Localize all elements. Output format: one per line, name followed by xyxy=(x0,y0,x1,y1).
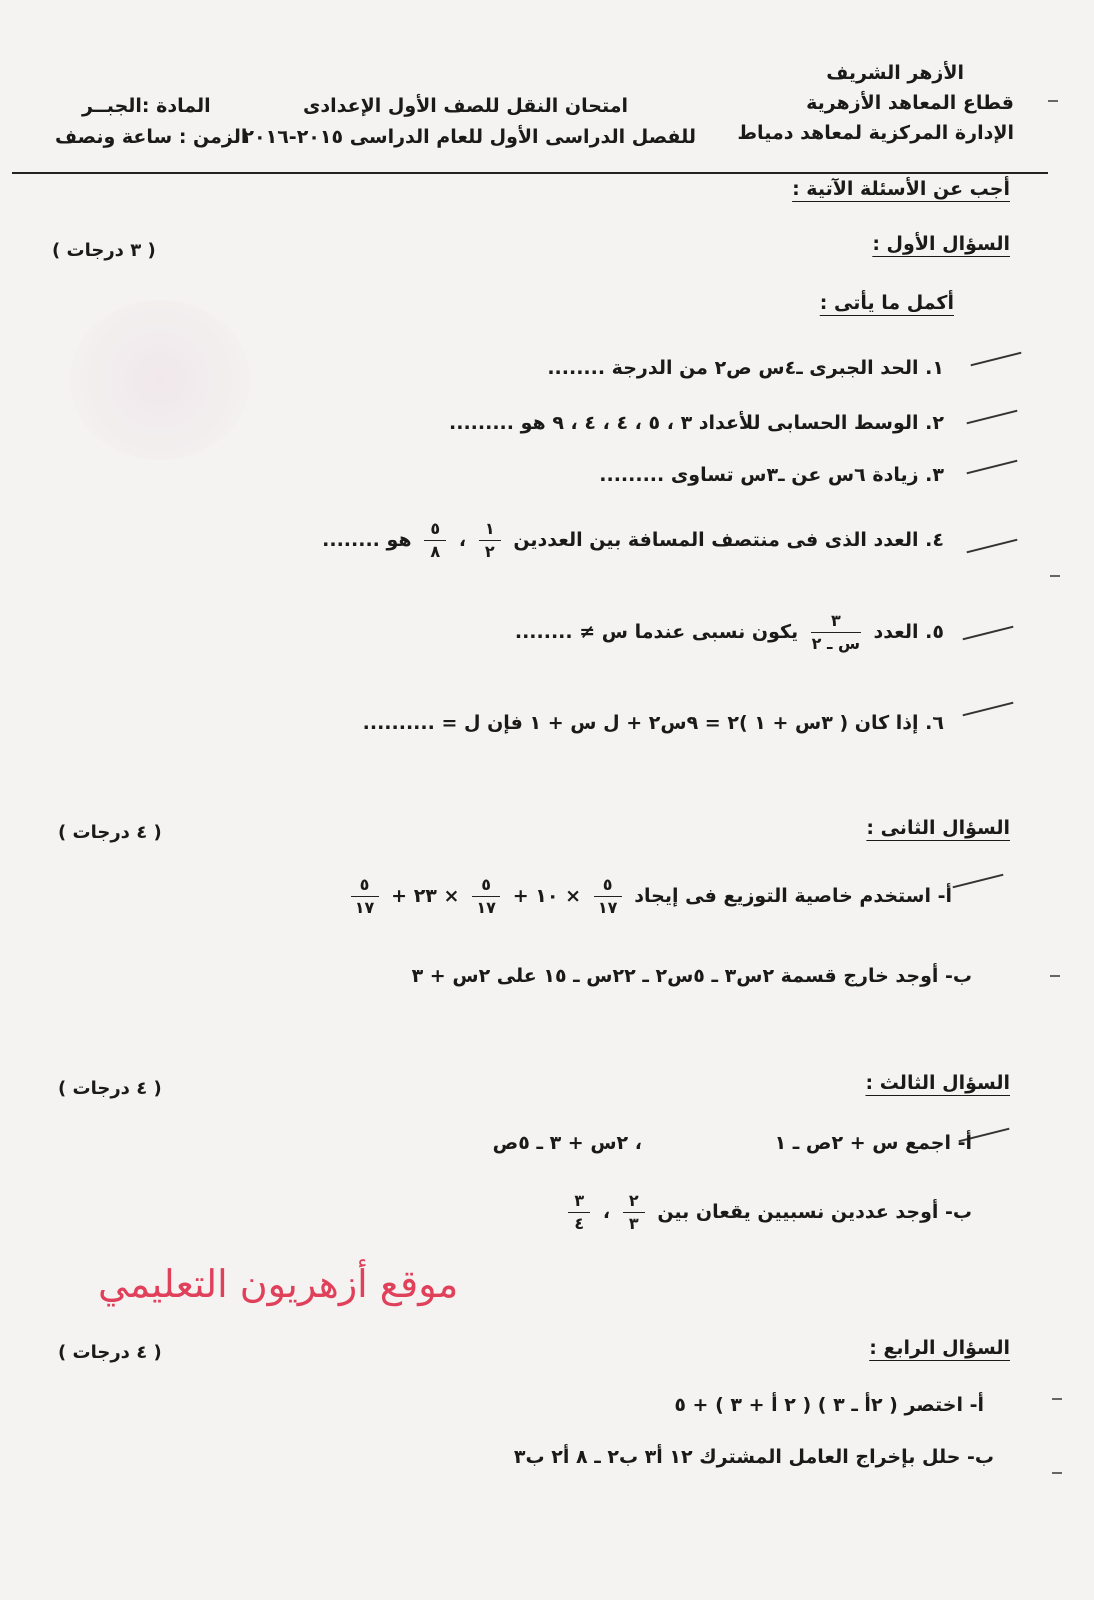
q2-part-a-text: أ- استخدم خاصية التوزيع فى إيجاد xyxy=(634,884,952,907)
question-2-title: السؤال الثانى : xyxy=(866,817,1010,839)
general-instruction: أجب عن الأسئلة الآتية : xyxy=(792,178,1010,200)
header-subject: المادة :الجبــر xyxy=(82,95,211,117)
question-1-marks: ( ٣ درجات ) xyxy=(52,240,156,261)
site-watermark: موقع أزهريون التعليمي xyxy=(98,1262,459,1306)
q2-part-a-expr-1: × ١٠ + xyxy=(512,884,581,907)
header-duration: الزمن : ساعة ونصف xyxy=(55,126,248,148)
q1-item-5-text: ٥. العدد xyxy=(873,620,944,643)
q1-item-2: ٢. الوسط الحسابى للأعداد ٣ ، ٥ ، ٤ ، ٤ ، ٩ هو ......... xyxy=(449,412,944,434)
header-right-line-3: الإدارة المركزية لمعاهد دمياط xyxy=(737,122,1014,144)
q1-item-3: ٣. زيادة ٦س عن ـ٣س تساوى ......... xyxy=(599,464,944,486)
q3-part-b-text: ب- أوجد عددين نسبيين يقعان بين xyxy=(657,1200,972,1223)
check-mark-icon xyxy=(967,539,1018,554)
header-right-line-2: قطاع المعاهد الأزهرية xyxy=(806,92,1014,114)
q1-item-1: ١. الحد الجبرى ـ٤س ص٢ من الدرجة ........ xyxy=(547,357,944,379)
faint-seal-stain xyxy=(70,300,250,460)
check-mark-icon xyxy=(967,410,1018,425)
fraction-three-quarters: $\frac{٣}{٤}$ xyxy=(568,1192,590,1233)
header-divider xyxy=(12,172,1048,174)
question-3-title: السؤال الثالث : xyxy=(865,1072,1010,1094)
header-exam-title: امتحان النقل للصف الأول الإعدادى xyxy=(302,95,628,117)
q3-part-a-second: ، ٢س + ٣ ـ ٥ص xyxy=(492,1132,642,1154)
check-mark-icon xyxy=(953,874,1004,889)
check-mark-icon xyxy=(963,626,1014,641)
fraction-five-seventeenths: $\frac{٥}{١٧}$ xyxy=(351,876,379,917)
check-mark-icon xyxy=(963,702,1014,717)
q2-part-a xyxy=(345,876,952,917)
q3-part-b-separator: ، xyxy=(602,1200,611,1223)
question-4-marks: ( ٤ درجات ) xyxy=(58,1342,162,1363)
question-1-title: السؤال الأول : xyxy=(872,233,1010,255)
q3-part-b xyxy=(562,1192,972,1233)
scan-edge-mark xyxy=(1050,975,1060,977)
fraction-five-eighths: $\frac{٥}{٨}$ xyxy=(424,520,446,561)
q1-item-5 xyxy=(515,612,944,653)
q3-part-a: أ- اجمع س + ٢ص ـ ١ xyxy=(774,1132,972,1154)
header-term-year: للفصل الدراسى الأول للعام الدراسى ٢٠١٥-٢٠١٦ xyxy=(242,126,696,148)
question-3-marks: ( ٤ درجات ) xyxy=(58,1078,162,1099)
fraction-five-seventeenths: $\frac{٥}{١٧}$ xyxy=(594,876,622,917)
q1-item-4-text: ٤. العدد الذى فى منتصف المسافة بين العددين xyxy=(513,528,944,551)
header-right-line-1: الأزهر الشريف xyxy=(826,62,964,84)
q1-item-5-tail: يكون نسبى عندما س ≠ ........ xyxy=(514,620,799,643)
scan-edge-mark xyxy=(1052,1472,1062,1474)
q4-part-a: أ- اختصر ( ٢أ ـ ٣ ) ( ٢ أ + ٣ ) + ٥ xyxy=(674,1394,984,1416)
q2-part-a-expr-2: × ٢٣ + xyxy=(391,884,460,907)
q1-item-6: ٦. إذا كان ( ٣س + ١ )٢ = ٩س٢ + ل س + ١ فإن ل = .......... xyxy=(362,712,944,734)
scan-edge-mark xyxy=(1050,575,1060,577)
q1-item-4 xyxy=(322,520,944,561)
q1-item-4-tail: هو ........ xyxy=(322,528,412,551)
question-4-title: السؤال الرابع : xyxy=(869,1337,1010,1359)
fraction-three-over-x-minus-2: $\frac{٣}{\text{س ـ ٢}}$ xyxy=(811,611,861,654)
check-mark-icon xyxy=(967,460,1018,475)
q2-part-b: ب- أوجد خارج قسمة ٢س٣ ـ ٥س٢ ـ ٢٢س ـ ١٥ على ٢س + ٣ xyxy=(411,965,972,987)
question-1-subtitle: أكمل ما يأتى : xyxy=(819,292,954,314)
fraction-two-thirds: $\frac{٢}{٣}$ xyxy=(623,1192,645,1233)
q1-item-4-separator: ، xyxy=(458,528,467,551)
fraction-one-half: $\frac{١}{٢}$ xyxy=(479,520,501,561)
q4-part-b: ب- حلل بإخراج العامل المشترك ١٢ أ٣ ب٢ ـ ٨ أ٢ ب٣ xyxy=(513,1446,994,1468)
fraction-five-seventeenths: $\frac{٥}{١٧}$ xyxy=(472,876,500,917)
check-mark-icon xyxy=(971,352,1022,367)
scan-edge-mark xyxy=(1048,100,1058,102)
question-2-marks: ( ٤ درجات ) xyxy=(58,822,162,843)
scan-edge-mark xyxy=(1052,1398,1062,1400)
